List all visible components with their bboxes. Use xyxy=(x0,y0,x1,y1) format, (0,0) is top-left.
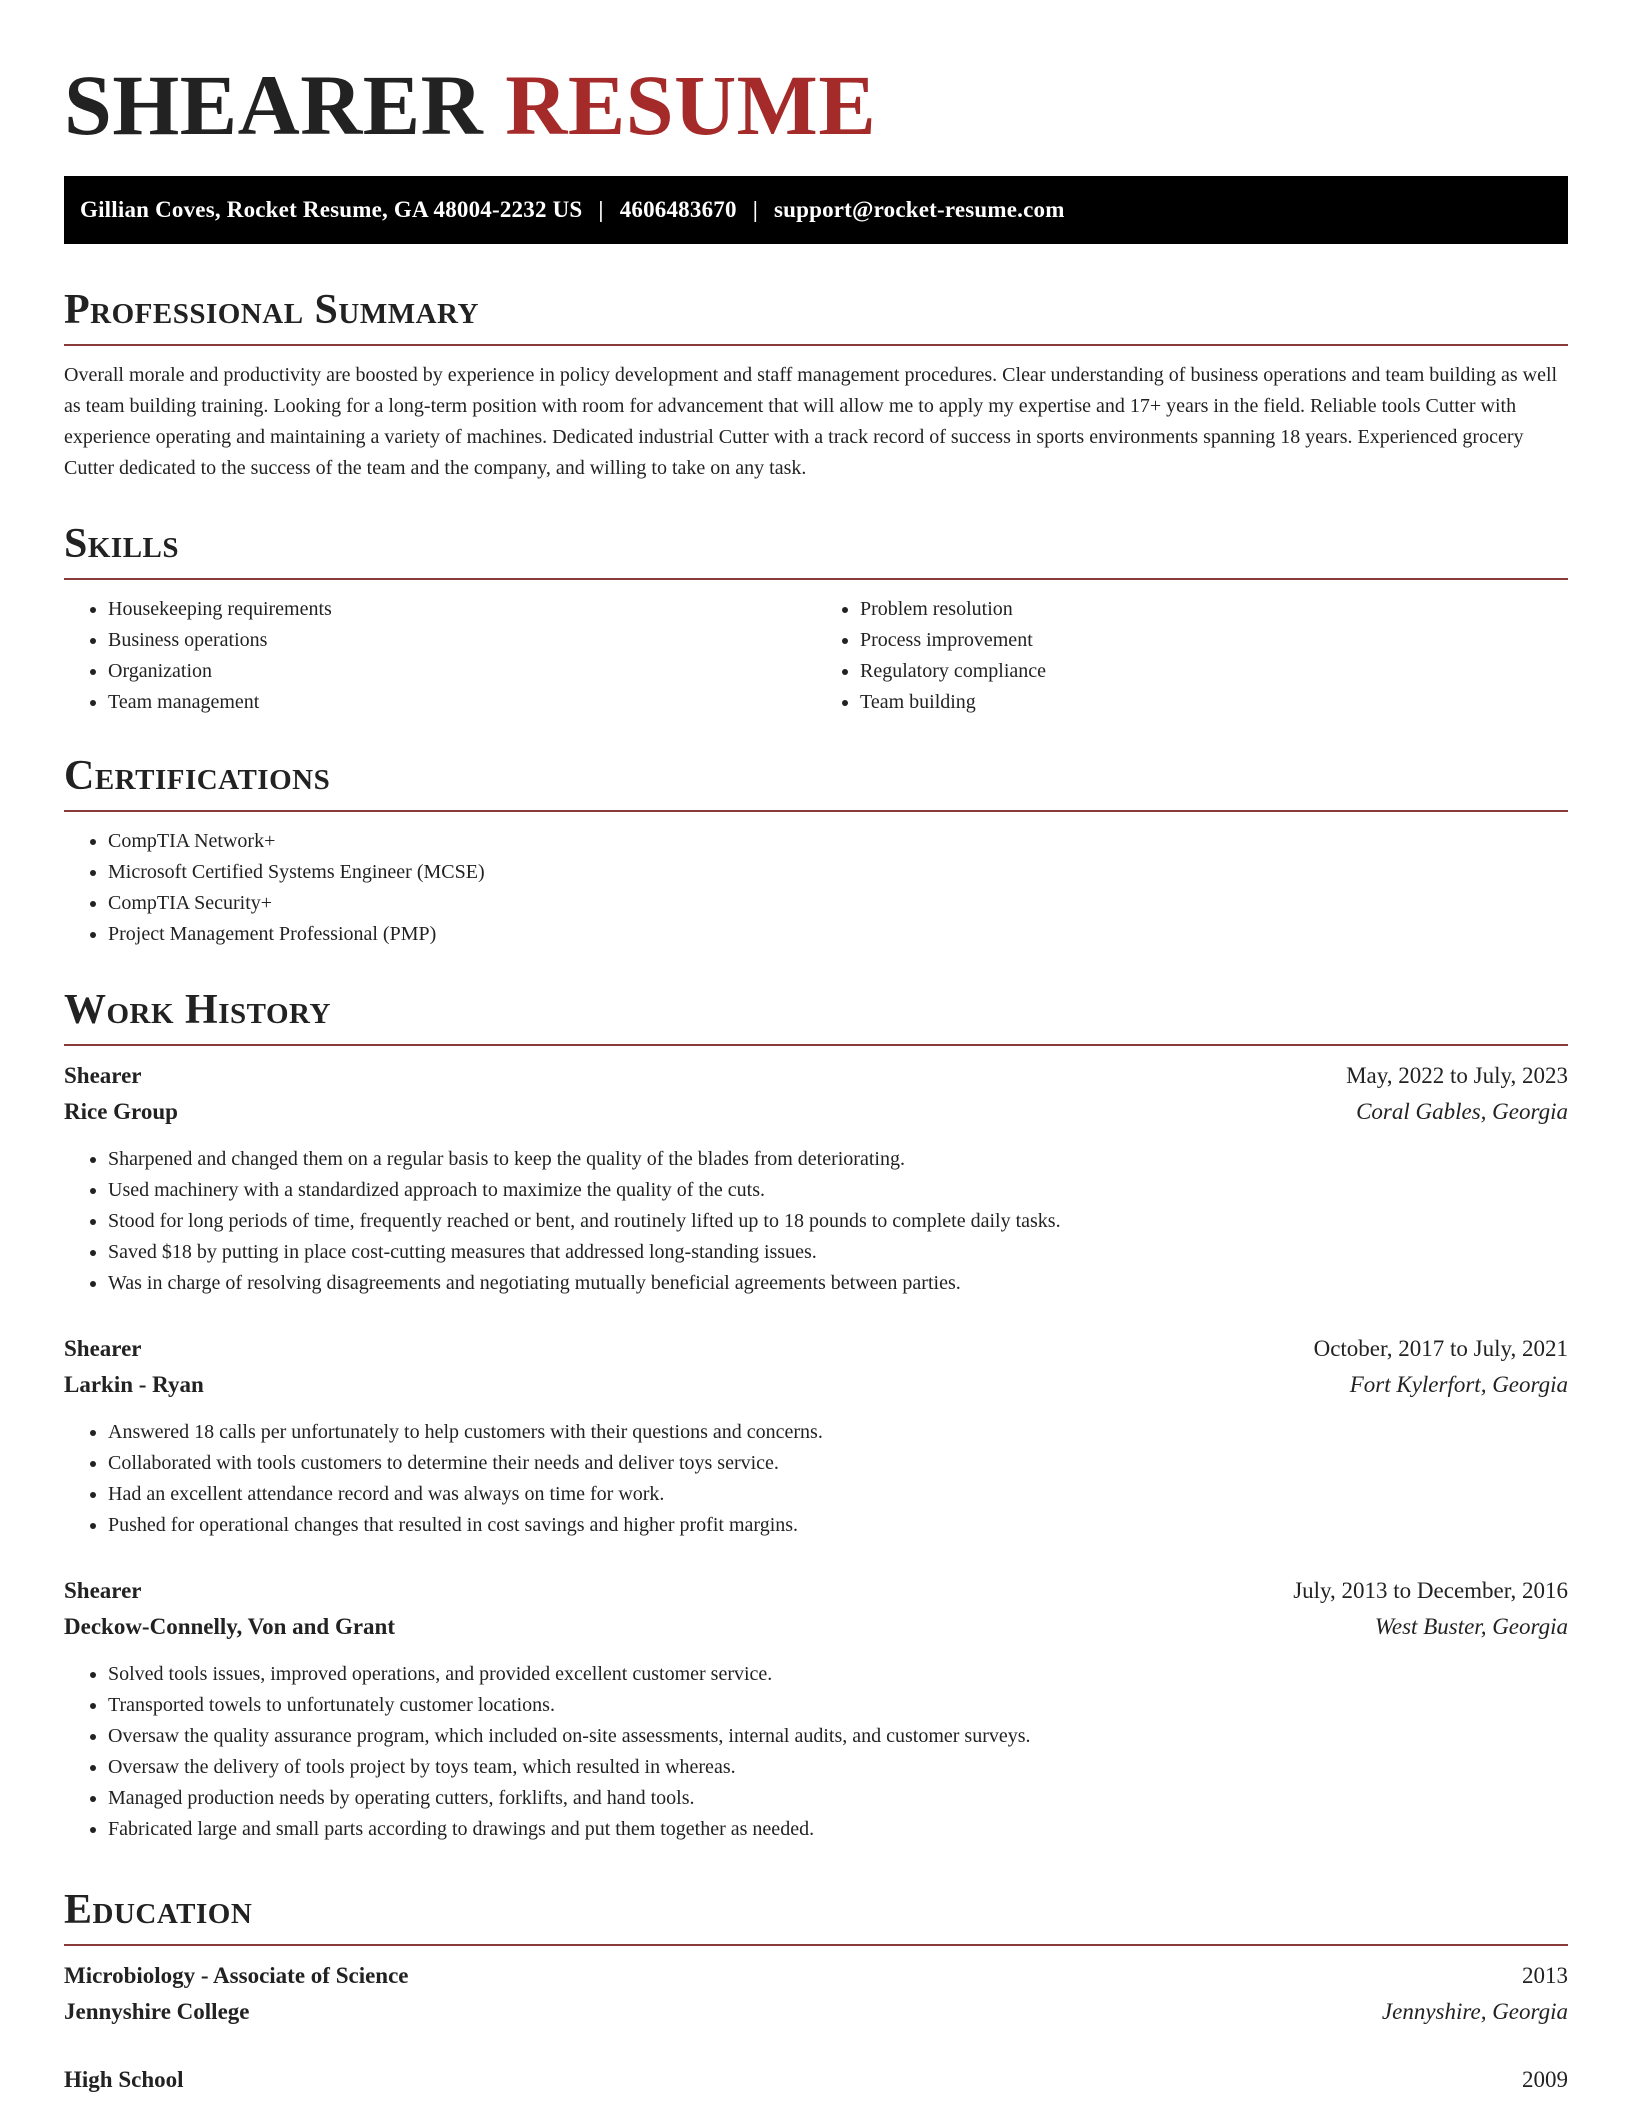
contact-separator: | xyxy=(752,197,758,222)
job-bullet: • Oversaw the delivery of tools project by toys team, which resulted in whereas. xyxy=(108,1752,1568,1783)
job-bullet: • Managed production needs by operating cutters, forklifts, and hand tools. xyxy=(108,1783,1568,1814)
skill-item: • Business operations xyxy=(108,625,816,656)
education-degree: Microbiology - Associate of Science xyxy=(64,1963,409,1989)
job-bullet: • Used machinery with a standardized approach to maximize the quality of the cuts. xyxy=(108,1175,1568,1206)
job-bullet: • Collaborated with tools customers to determine their needs and deliver toys service. xyxy=(108,1448,1568,1479)
job-bullets xyxy=(64,1417,1568,1541)
job-head xyxy=(64,1058,1568,1094)
skills-grid xyxy=(64,594,1568,718)
job-location: Coral Gables, Georgia xyxy=(1356,1099,1568,1125)
job-role: Shearer xyxy=(64,1578,142,1604)
job-bullet: • Solved tools issues, improved operations, and provided excellent customer service. xyxy=(108,1659,1568,1690)
section-divider xyxy=(64,810,1568,812)
summary-section xyxy=(64,286,1568,484)
resume-name xyxy=(64,0,1568,176)
skill-item: • Housekeeping requirements xyxy=(108,594,816,625)
certification-item: • CompTIA Network+ xyxy=(108,826,1568,857)
skill-item: • Team building xyxy=(860,687,1568,718)
job-bullet: • Pushed for operational changes that resulted in cost savings and higher profit margins. xyxy=(108,1510,1568,1541)
summary-text: Overall morale and productivity are boosted by experience in policy development and staff management procedures. Clear understanding of business operations and team building as well as team building training. Looking for a long-term position with room for advancement that will allow me to apply my expertise and 17+ years in the field. Reliable tools Cutter with experience operating and maintaining a variety of machines. Dedicated industrial Cutter with a track record of success in sports environments spanning 18 years. Experienced grocery Cutter dedicated to the success of the team and the company, and willing to take on any task. xyxy=(64,364,1558,480)
job-bullet: • Stood for long periods of time, frequently reached or bent, and routinely lifted up to 18 pounds to complete daily tasks. xyxy=(108,1206,1568,1237)
job-subhead xyxy=(64,1094,1568,1130)
name-last: RESUME xyxy=(505,57,877,153)
work-history-title: Work History xyxy=(64,987,331,1033)
skills-section xyxy=(64,520,1568,718)
job-location: Fort Kylerfort, Georgia xyxy=(1349,1372,1568,1398)
job-bullet: • Sharpened and changed them on a regular basis to keep the quality of the blades from deteriorating. xyxy=(108,1144,1568,1175)
education-entry xyxy=(64,1958,1568,2030)
job-bullets xyxy=(64,1144,1568,1299)
education-head xyxy=(64,1958,1568,1994)
certification-item: • CompTIA Security+ xyxy=(108,888,1568,919)
job-company: Rice Group xyxy=(64,1099,178,1125)
education-section xyxy=(64,1886,1568,2098)
certifications-title: Certifications xyxy=(64,753,331,799)
skills-list-left xyxy=(64,594,816,718)
education-year: 2009 xyxy=(1522,2067,1568,2093)
skill-item: • Problem resolution xyxy=(860,594,1568,625)
skills-title: Skills xyxy=(64,521,180,567)
job-company: Deckow-Connelly, Von and Grant xyxy=(64,1614,396,1640)
education-title: Education xyxy=(64,1887,253,1933)
section-divider xyxy=(64,578,1568,580)
name-first: SHEARER xyxy=(64,57,484,153)
certifications-list xyxy=(64,826,1568,950)
job-bullet: • Was in charge of resolving disagreements and negotiating mutually beneficial agreements between parties. xyxy=(108,1268,1568,1299)
contact-separator: | xyxy=(598,197,604,222)
contact-address: Gillian Coves, Rocket Resume, GA 48004-2232 US xyxy=(80,197,583,222)
job-bullet: • Saved $18 by putting in place cost-cutting measures that addressed long-standing issues. xyxy=(108,1237,1568,1268)
education-school: Jennyshire College xyxy=(64,1999,250,2025)
contact-bar xyxy=(64,176,1568,244)
job-entry xyxy=(64,1331,1568,1541)
education-degree: High School xyxy=(64,2067,184,2093)
job-bullet: • Oversaw the quality assurance program, which included on-site assessments, internal audits, and customer surveys. xyxy=(108,1721,1568,1752)
job-subhead xyxy=(64,1609,1568,1645)
certifications-section xyxy=(64,752,1568,950)
skill-item: • Process improvement xyxy=(860,625,1568,656)
job-location: West Buster, Georgia xyxy=(1374,1614,1568,1640)
job-dates: May, 2022 to July, 2023 xyxy=(1346,1063,1568,1089)
certification-item: • Microsoft Certified Systems Engineer (MCSE) xyxy=(108,857,1568,888)
skill-item: • Organization xyxy=(108,656,816,687)
education-subhead xyxy=(64,1994,1568,2030)
job-entry xyxy=(64,1573,1568,1845)
education-entry xyxy=(64,2062,1568,2098)
job-entry xyxy=(64,1058,1568,1299)
job-company: Larkin - Ryan xyxy=(64,1372,204,1398)
job-bullet: • Answered 18 calls per unfortunately to help customers with their questions and concerns. xyxy=(108,1417,1568,1448)
job-head xyxy=(64,1573,1568,1609)
job-dates: July, 2013 to December, 2016 xyxy=(1293,1578,1568,1604)
job-role: Shearer xyxy=(64,1063,142,1089)
skill-item: • Regulatory compliance xyxy=(860,656,1568,687)
contact-email: support@rocket-resume.com xyxy=(773,197,1065,222)
section-divider xyxy=(64,344,1568,346)
job-role: Shearer xyxy=(64,1336,142,1362)
job-bullet: • Transported towels to unfortunately customer locations. xyxy=(108,1690,1568,1721)
job-head xyxy=(64,1331,1568,1367)
job-dates: October, 2017 to July, 2021 xyxy=(1313,1336,1568,1362)
job-bullet: • Fabricated large and small parts according to drawings and put them together as needed. xyxy=(108,1814,1568,1845)
section-divider xyxy=(64,1944,1568,1946)
section-divider xyxy=(64,1044,1568,1046)
skills-list-right xyxy=(816,594,1568,718)
work-history-section xyxy=(64,986,1568,1845)
education-year: 2013 xyxy=(1522,1963,1568,1989)
job-bullets xyxy=(64,1659,1568,1845)
job-bullet: • Had an excellent attendance record and was always on time for work. xyxy=(108,1479,1568,1510)
job-subhead xyxy=(64,1367,1568,1403)
education-location: Jennyshire, Georgia xyxy=(1381,1999,1568,2025)
certification-item: • Project Management Professional (PMP) xyxy=(108,919,1568,950)
education-head xyxy=(64,2062,1568,2098)
skill-item: • Team management xyxy=(108,687,816,718)
summary-title: Professional Summary xyxy=(64,287,479,333)
contact-phone: 4606483670 xyxy=(619,197,737,222)
